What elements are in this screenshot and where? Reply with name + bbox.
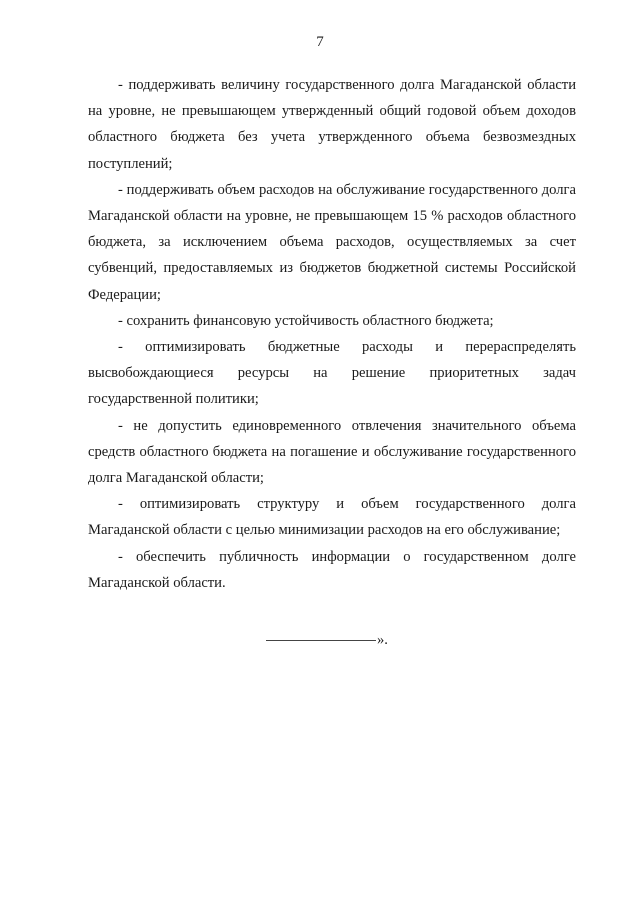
paragraph-budget-stability: - сохранить финансовую устойчивость областного бюджета; [118,312,494,329]
paragraph-debt-service-expenses: - поддерживать объем расходов на обслуживание государственного долга Магаданской области на уровне, не превышающем 15 % расходов областного бюджета, за исключением объема расходов, осуществляемых за счет субвенций, предоставляемых из бюджетов бюджетной системы Российской Федерации; [88,181,576,303]
closing-line [266,632,406,649]
closing-quote: ». [377,632,388,648]
paragraph-debt-limit: - поддерживать величину государственного долга Магаданской области на уровне, не превышающем утвержденный общий годовой объем доходов областного бюджета без учета утвержденного объема безвозмездных поступлений; [88,77,576,172]
paragraph-avoid-diversion: - не допустить единовременного отвлечения значительного объема средств областного бюджета на погашение и обслуживание государственного долга Магаданской области; [88,417,576,487]
paragraph-publicity: - обеспечить публичность информации о государственном долге Магаданской области. [88,548,576,591]
page-number: 7 [316,34,324,50]
paragraph-debt-structure: - оптимизировать структуру и объем государственного долга Магаданской области с целью минимизации расходов на его обслуживание; [88,496,576,539]
closing-rule [266,640,376,641]
document-body [88,72,576,596]
paragraph-optimize-expenses: - оптимизировать бюджетные расходы и перераспределять высвобождающиеся ресурсы на решение приоритетных задач государственной политики; [88,339,576,408]
